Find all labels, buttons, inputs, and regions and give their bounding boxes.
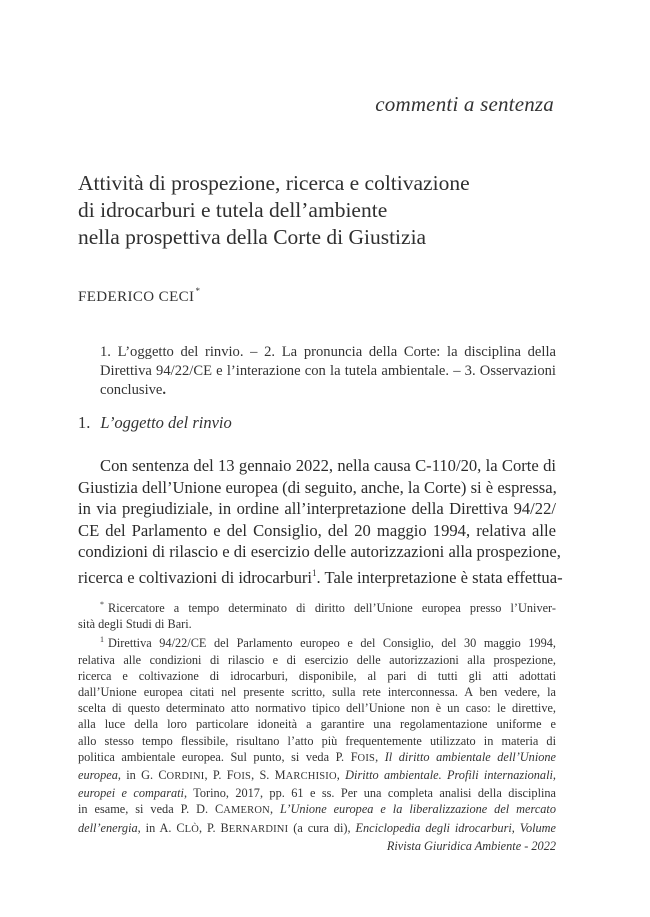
footnote-text: , Torino, 2017, pp. 61 e ss. Per una completa analisi della disciplina [183, 786, 557, 801]
citation-title: Il diritto ambientale dell’Unione [384, 749, 556, 764]
small-caps: AMERON [223, 805, 270, 817]
footnote-marker: * [100, 600, 104, 609]
footnote-text: , in G. C [117, 768, 167, 783]
small-caps: ERNARDINI [228, 823, 289, 835]
footnote-line [78, 820, 556, 838]
footnote-text: , [336, 768, 346, 783]
citation-title: europei e comparati [78, 786, 184, 801]
title-line: nella prospettiva della Corte di Giustizia [78, 225, 427, 249]
footnote-line: relativa alle condizioni di rilascio e di esercizio delle autorizzazioni alla prospezione, [78, 652, 556, 667]
footnote-text: , in A. C [137, 820, 185, 835]
section-label: commenti a sentenza [375, 92, 554, 116]
footnote-text: , [375, 749, 385, 764]
citation-title: dell’energia [78, 820, 138, 835]
footnote-line: allo stesso tempo flessibile, risultano l’atto più frequentemente utilizzato in materia di [78, 733, 556, 748]
author-note-marker: * [195, 286, 201, 296]
footnote-text: Ricercatore a tempo determinato di diritto dell’Unione europea presso l’Univer- [108, 601, 556, 615]
footnote-line: scelta di questo determinato atto normativo tipico dell’Unione non è un caso: le direttive, [78, 701, 556, 716]
footnote-line [78, 597, 556, 616]
body-line: condizioni di rilascio e di esercizio delle autorizzazioni alla prospezione, [78, 542, 561, 562]
footnote-text: in esame, si veda P. D. C [78, 802, 224, 817]
body-paragraph [78, 455, 563, 589]
body-text: . Tale interpretazione è stata effettua- [316, 567, 563, 587]
footnote-line: dall’Unione europea citati nel presente scritto, sulla rete interconnessa. A ben vedere, la [78, 685, 556, 700]
title-line: di idrocarburi e tutela dell’ambiente [78, 198, 388, 222]
footnotes [78, 597, 556, 838]
footnote-line [78, 632, 556, 651]
body-line: Con sentenza del 13 gennaio 2022, nella causa C-110/20, la Corte di [100, 456, 556, 475]
body-line: CE del Parlamento e del Consiglio, del 20 maggio 1994, relativa alle [78, 520, 556, 540]
footnote-text: , S. M [251, 768, 286, 783]
toc-text: 1. L’oggetto del rinvio. – 2. La pronuncia della Corte: la disciplina della Direttiva 94/22/CE e l’interazione con la tutela ambientale. – 3. Osservazioni conclusive [100, 344, 556, 398]
footnote-line [78, 785, 556, 801]
section-heading [78, 413, 232, 433]
small-caps: OIS [357, 752, 376, 764]
footnote-line [78, 749, 556, 767]
article-title [78, 170, 578, 251]
citation-title: Diritto ambientale. Profili internazionali, [345, 768, 556, 783]
small-caps: OIS [233, 771, 252, 783]
footnote-text: politica ambientale europea. Sul punto, si veda P. F [78, 749, 358, 764]
footnote-text: (a cura di), [288, 820, 356, 835]
citation-title: Enciclopedia degli idrocarburi, Volume [355, 820, 556, 835]
small-caps: LÒ [184, 823, 200, 835]
body-line-last [78, 563, 563, 589]
section-title: L’oggetto del rinvio [100, 413, 232, 432]
small-caps: ORDINI [166, 771, 205, 783]
small-caps: ARCHISIO [285, 771, 337, 783]
running-footer: Rivista Giuridica Ambiente - 2022 [386, 839, 556, 853]
footnote-text: , [269, 802, 280, 817]
citation-title: L’Unione europea e la liberalizzazione del mercato [279, 802, 556, 817]
table-of-contents [100, 343, 556, 400]
body-line: in via pregiudiziale, in ordine all’interpretazione della Direttiva 94/22/ [78, 499, 556, 519]
section-number: 1. [78, 413, 91, 432]
footnote-marker: 1 [100, 635, 104, 645]
body-line: Giustizia dell’Unione europea (di seguito, anche, la Corte) si è espressa, [78, 477, 557, 497]
footnote-text: , P. B [199, 820, 229, 835]
footnote-line [78, 801, 556, 819]
footnote-line [78, 767, 556, 785]
toc-end: . [162, 382, 167, 398]
footnote-text: Direttiva 94/22/CE del Parlamento europeo e del Consiglio, del 30 maggio 1994, [108, 636, 556, 651]
footnote-text: , P. F [204, 768, 234, 783]
body-text: ricerca e coltivazioni di idrocarburi [78, 567, 313, 587]
author [78, 286, 200, 306]
author-name: FEDERICO CECI [78, 289, 195, 305]
citation-title: europea [78, 768, 118, 783]
footnote-ref: 1 [312, 567, 317, 578]
title-line: Attività di prospezione, ricerca e coltivazione [78, 171, 470, 195]
footnote-line: ricerca e coltivazione di idrocarburi, disponibile, al pari di tutti gli atti adottati [78, 668, 556, 683]
footnote-line: sità degli Studi di Bari. [78, 617, 192, 632]
footnote-line: alla luce della loro particolare idoneità a garantire una regolamentazione uniforme e [78, 717, 556, 732]
